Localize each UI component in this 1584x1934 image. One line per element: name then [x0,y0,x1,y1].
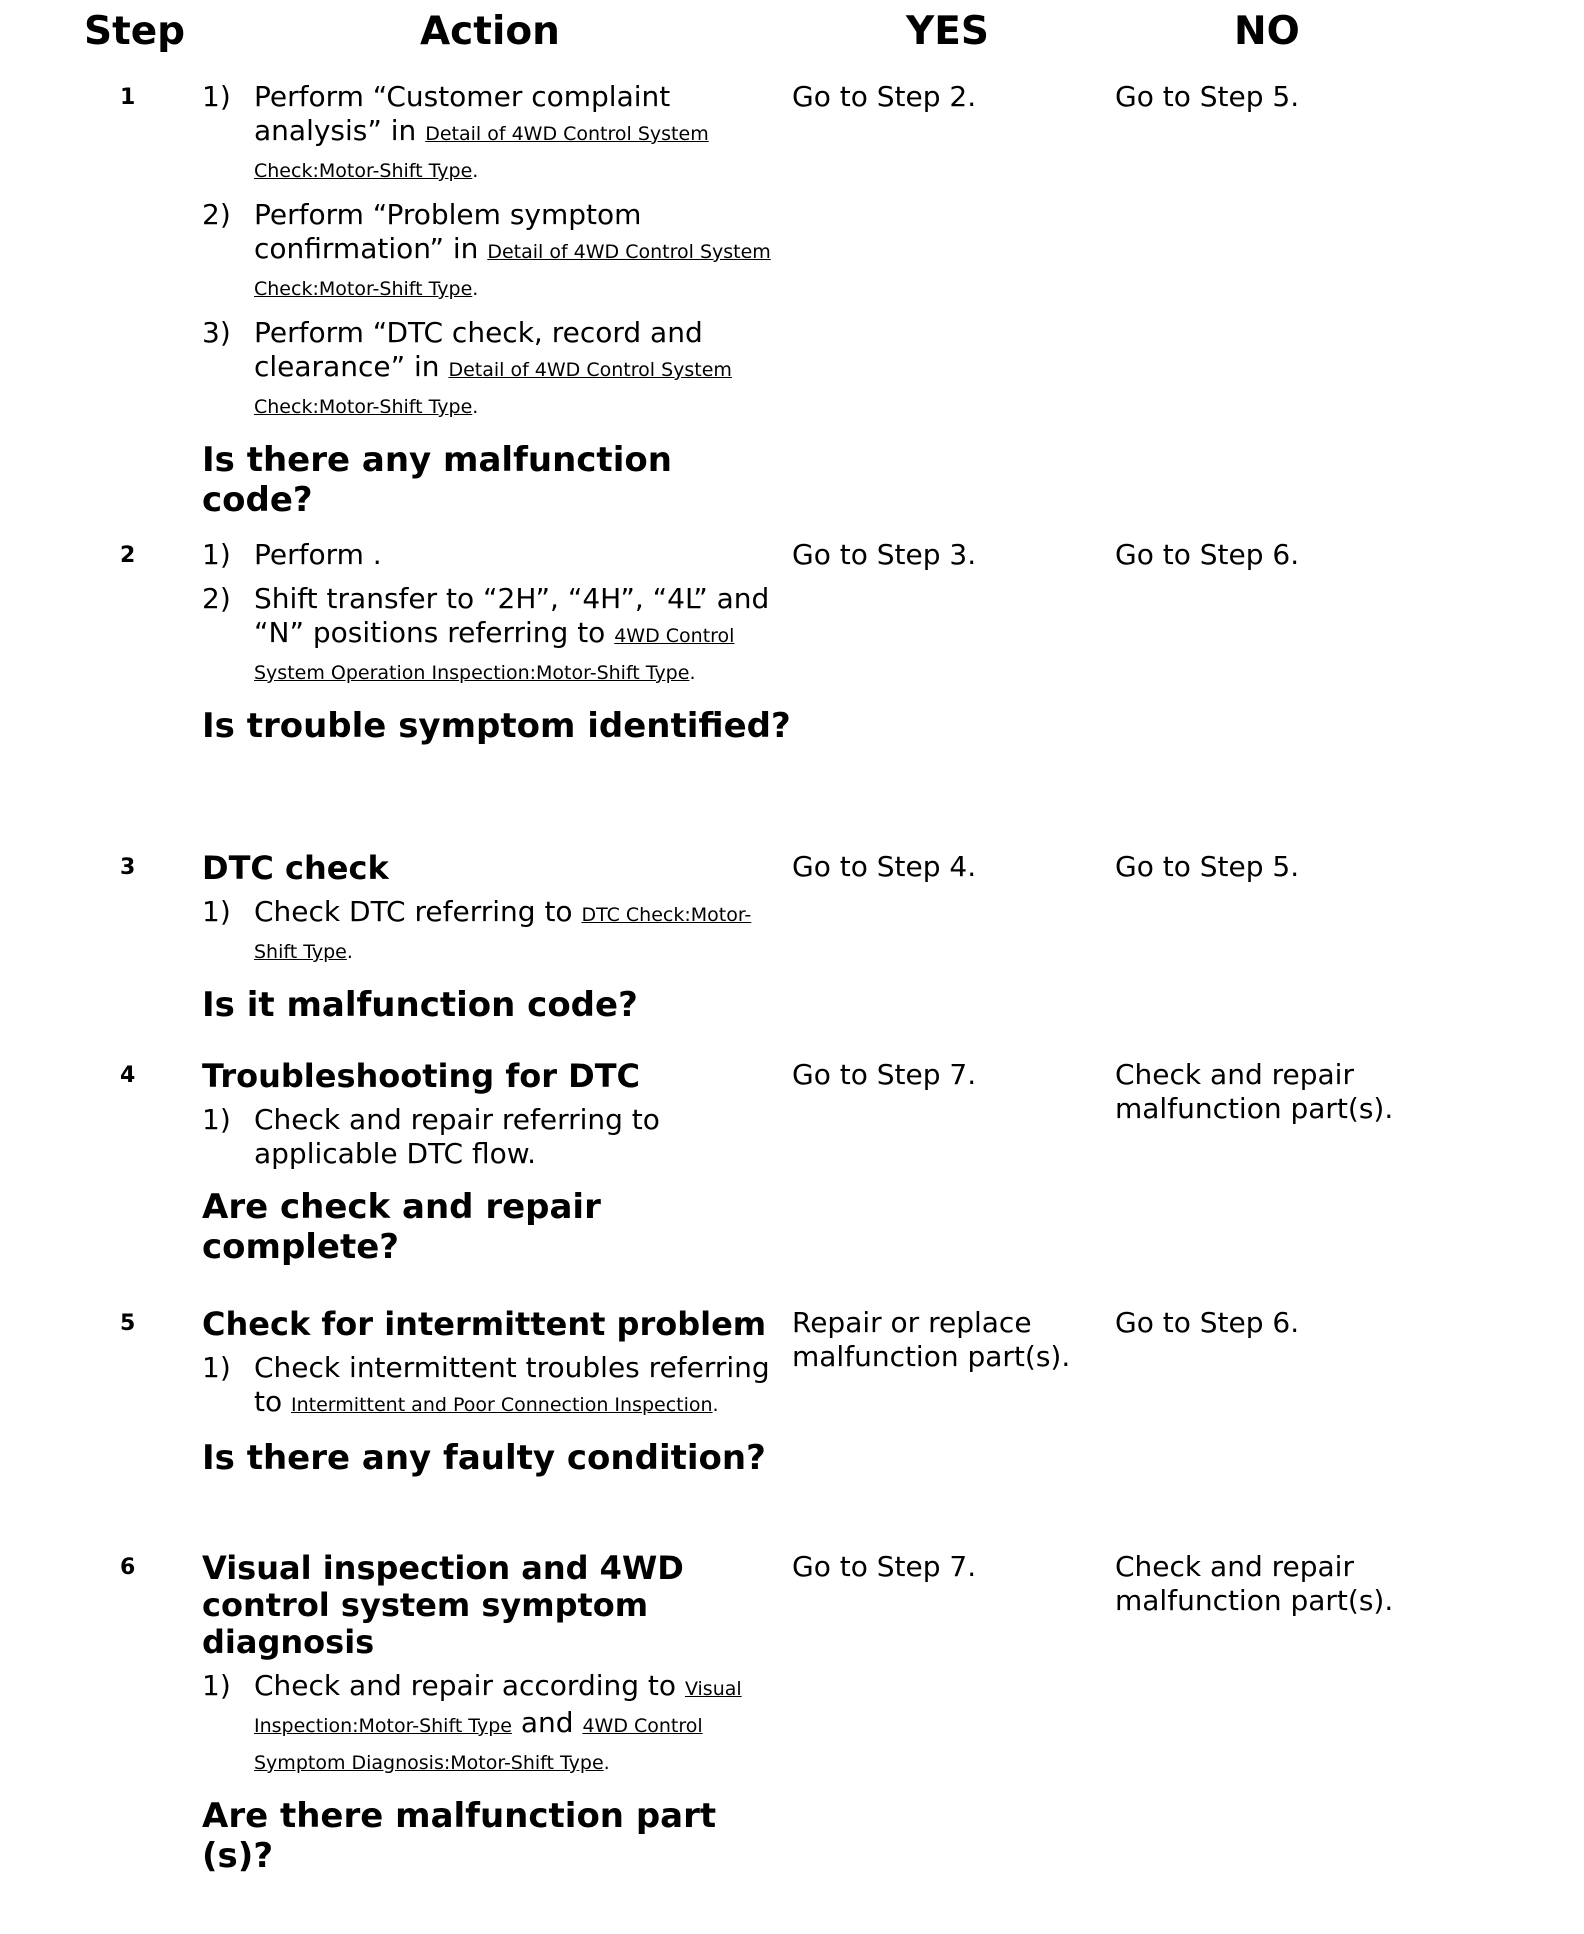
no-result: Go to Step 5. [1115,80,1300,113]
no-result: Go to Step 6. [1115,538,1300,571]
item-period: . [472,278,479,300]
step-heading: DTC check [202,849,389,887]
item-text: Perform “DTC check, record and clearance” in [254,316,703,383]
step-number: 2 [120,543,136,568]
yes-result: Go to Step 4. [792,850,977,883]
action-item [202,582,792,690]
action-item [202,1351,792,1422]
reference-link[interactable]: Intermittent and Poor Connection Inspection [291,1394,713,1416]
item-number: 1) [202,1351,231,1384]
item-text: Check and repair according to [254,1669,677,1702]
no-result: Check and repair malfunction part(s). [1115,1550,1394,1617]
action-cell [202,80,792,520]
no-result: Go to Step 5. [1115,850,1300,883]
no-result: Go to Step 6. [1115,1306,1300,1339]
question: Is there any faulty condition? [202,1438,766,1478]
step-number: 1 [120,85,136,110]
action-item [202,80,792,188]
item-period: . [346,941,353,963]
item-text: Perform “Problem symptom confirmation” in [254,198,642,265]
item-number: 2) [202,582,231,615]
item-period: . [603,1752,610,1774]
item-text: Perform “Customer complaint analysis” in [254,80,671,147]
action-cell [202,1550,792,1876]
reference-link[interactable]: Visual Inspection:Motor-Shift Type [254,1678,742,1737]
yes-result: Go to Step 2. [792,80,977,113]
reference-link[interactable]: Detail of 4WD Control System Check:Motor-Shift Type [254,123,709,182]
column-header-action: Action [420,9,560,54]
step-heading: Check for intermittent problem [202,1305,767,1343]
question: Are there malfunction part (s)? [202,1796,717,1876]
reference-link[interactable]: Detail of 4WD Control System Check:Motor-Shift Type [254,359,732,418]
action-item [202,316,792,424]
action-cell [202,1306,792,1478]
step-number: 3 [120,855,136,880]
column-header-yes: YES [906,9,989,54]
reference-link[interactable]: 4WD Control Symptom Diagnosis:Motor-Shift Type [254,1715,703,1774]
item-number: 1) [202,538,231,571]
reference-link[interactable]: 4WD Control System Operation Inspection:Motor-Shift Type [254,625,735,684]
action-item [202,1669,792,1780]
question: Are check and repair complete? [202,1187,601,1267]
action-item [202,198,792,306]
step-number: 5 [120,1311,136,1336]
question: Is trouble symptom identified? [202,706,791,746]
item-text: Shift transfer to “2H”, “4H”, “4L” and “N” positions referring to [254,582,770,649]
question: Is it malfunction code? [202,985,638,1025]
reference-link[interactable]: Detail of 4WD Control System Check:Motor-Shift Type [254,241,771,300]
action-item [202,895,792,969]
step-number: 4 [120,1063,136,1088]
item-text: Perform . [254,538,382,571]
step-number: 6 [120,1555,136,1580]
item-period: . [472,160,479,182]
item-number: 3) [202,316,231,349]
item-period: . [472,396,479,418]
item-text: Check DTC referring to [254,895,573,928]
column-header-no: NO [1234,9,1300,54]
yes-result: Repair or replace malfunction part(s). [792,1306,1071,1373]
item-number: 1) [202,80,231,113]
action-cell [202,1058,792,1267]
action-cell [202,538,792,746]
reference-link[interactable]: DTC Check:Motor-Shift Type [254,904,752,963]
step-heading: Troubleshooting for DTC [202,1057,641,1095]
item-text-conjunction: and [520,1706,574,1739]
yes-result: Go to Step 7. [792,1550,977,1583]
item-period: . [689,662,696,684]
item-number: 1) [202,895,231,928]
step-heading: Visual inspection and 4WD control system symptom diagnosis [202,1549,684,1661]
item-text: Check and repair referring to applicable DTC flow. [254,1103,660,1170]
item-text: Check intermittent troubles referring to [254,1351,770,1418]
question: Is there any malfunction code? [202,440,672,520]
yes-result: Go to Step 7. [792,1058,977,1091]
action-item [202,1103,792,1171]
item-number: 1) [202,1669,231,1702]
action-item [202,538,792,572]
no-result: Check and repair malfunction part(s). [1115,1058,1394,1125]
action-cell [202,850,792,1025]
yes-result: Go to Step 3. [792,538,977,571]
item-period: . [712,1394,719,1416]
item-number: 2) [202,198,231,231]
item-number: 1) [202,1103,231,1136]
column-header-step: Step [84,9,186,54]
